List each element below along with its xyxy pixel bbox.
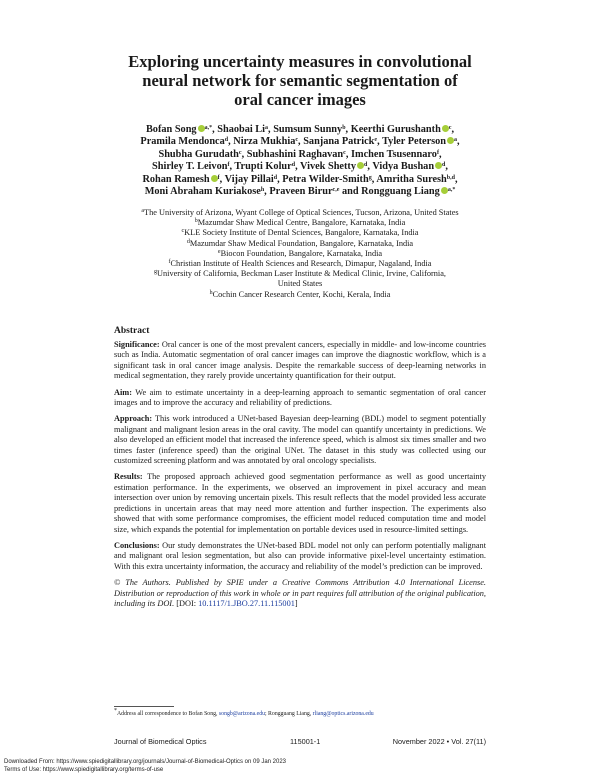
author-affiliation-mark: d: [291, 162, 296, 169]
copyright-text: © The Authors. Published by SPIE under a Creative Commons Attribution 4.0 International License. Distribution or reproduction of this work in whole or in part requires full attribution of the original publication, including its DOI.: [114, 578, 486, 608]
aim-label: Aim:: [114, 387, 132, 397]
email-link-liang[interactable]: rliang@optics.arizona.edu: [312, 711, 374, 717]
author-affiliation-mark: a: [265, 125, 269, 131]
author: [361, 186, 455, 197]
journal-name: Journal of Biomedical Optics: [114, 737, 207, 746]
author-name: Amritha Suresh: [376, 173, 447, 185]
abstract-heading: Abstract: [114, 326, 150, 336]
author: [146, 124, 212, 135]
affiliation-text: Cochin Cancer Research Center, Kochi, Kerala, India: [212, 289, 391, 299]
aim-text: We aim to estimate uncertainty in a deep-learning approach to semantic segmentation of oral cancer images and to improve the accuracy and reliability of predictions.: [114, 387, 486, 408]
author-line: Pramila Mendonca$^d$, Nirza Mukhia$^c$, Sanjana Patrick$^e$, Tyler Peterson $^a$,: [140, 136, 460, 148]
author-affiliation-mark: c: [448, 125, 452, 131]
author: [303, 136, 377, 147]
author: [225, 174, 277, 185]
doi-suffix: ]: [294, 598, 298, 608]
author: [217, 124, 268, 135]
affiliation-text: University of California, Beckman Laser Institute & Medical Clinic, Irvine, California,: [157, 269, 446, 279]
download-line: Downloaded From: https://www.spiedigitallibrary.org/journals/Journal-of-Biomedical-Optics on 09 Jan 2023: [4, 759, 287, 765]
title-line: oral cancer images: [234, 90, 366, 109]
orcid-icon[interactable]: [435, 162, 442, 169]
author-name: Sumsum Sunny: [273, 124, 343, 135]
author-name: Pramila Mendonca: [140, 136, 225, 148]
author-name: Shirley T. Leivon: [152, 161, 228, 173]
affiliation-text: United States: [277, 279, 323, 289]
affiliation-text: The University of Arizona, Wyant College of Optical Sciences, Tucson, Arizona, United States: [144, 208, 459, 217]
author-name: Trupti Kolur: [234, 161, 292, 173]
affiliation-line: [80, 269, 520, 279]
abstract-results: [114, 472, 486, 534]
author-affiliation-mark: c: [238, 149, 242, 156]
author-affiliation-mark: f: [227, 162, 230, 169]
author-name: Imchen Tsusennaro: [351, 148, 437, 160]
author-name: Vidya Bushan: [372, 161, 435, 173]
author-name: Sanjana Patrick: [303, 136, 375, 148]
page-number: 115001-1: [290, 737, 321, 746]
author-affiliation-mark: g: [368, 174, 372, 181]
abstract-approach: [114, 414, 486, 466]
affiliation-line: [80, 228, 520, 238]
affiliation-text: KLE Society Institute of Dental Sciences, Bangalore, Karnataka, India: [184, 228, 419, 238]
author: [300, 161, 367, 172]
affiliation-line: [80, 259, 520, 269]
abstract-significance: [114, 340, 486, 382]
affiliation-mark: f: [168, 259, 171, 266]
author-affiliation-mark: c: [343, 149, 346, 156]
terms-line: Terms of Use: https://www.spiedigitallibrary.org/terms-of-use: [4, 767, 164, 773]
correspondence-footnote: [114, 708, 374, 717]
affiliation-line: [80, 218, 520, 228]
affiliation-mark: b: [194, 218, 198, 225]
footnote-divider: [114, 706, 174, 707]
approach-text: This work introduced a UNet-based Bayesian deep-learning (BDL) model to segment potentially malignant and malignant lesion areas in the oral cavity. The model can quantify uncertainty in predictions. We also developed an efficient model that increased the inference speed, which is almost six times smaller and two times faster (inference speed) than the original UNet. The dataset in this study was collected using our customized screening platform and was annotated by oral oncology specialists.: [114, 414, 486, 466]
author-affiliation-mark: d: [442, 162, 446, 169]
author: [142, 174, 219, 185]
title-line: neural network for semantic segmentation of: [142, 71, 458, 90]
author: [351, 124, 452, 135]
author-name: Shubha Gurudath: [158, 148, 239, 160]
author: [152, 161, 229, 172]
conclusions-label: Conclusions:: [114, 540, 160, 550]
affiliation-line: [80, 279, 520, 289]
results-text: The proposed approach achieved good segmentation performance as well as good uncertainty estimation performance. In the experiments, we observed an improvement in pixel accuracy and mean intersection over union by removing uncertain pixels. This result reflects that the model provided less accurate predictions in uncertain areas that may need more attention and further inspection. The experiments also showed that with some performance compromises, the efficient model reduced computation time and model size, which expands the potential for implementation on portable devices used in resource-limited settings.: [114, 472, 486, 534]
author: [140, 136, 228, 147]
abstract-body: [114, 340, 486, 615]
abstract-conclusions: [114, 541, 486, 572]
affiliation-text: Mazumdar Shaw Medical Foundation, Bangalore, Karnataka, India: [189, 238, 414, 248]
author: [382, 136, 457, 147]
author-affiliation-mark: c: [295, 137, 299, 144]
issue-info: November 2022 • Vol. 27(11): [392, 737, 486, 746]
orcid-icon[interactable]: [211, 175, 218, 182]
author-name: Shaobai Li: [217, 124, 266, 135]
author-name: Petra Wilder-Smith: [282, 173, 369, 185]
orcid-icon[interactable]: [198, 125, 205, 132]
author-affiliation-mark: f: [436, 149, 439, 156]
author: [145, 186, 264, 197]
author-name: Rongguang Liang: [361, 186, 440, 198]
author-name: Rohan Ramesh: [142, 173, 210, 185]
author-line: Bofan Song $^{a,*}$, Shaobai Li$^a$, Sumsum Sunny$^b$, Keerthi Gurushanth $^c$,: [145, 124, 455, 135]
email-link-song[interactable]: songb@arizona.edu: [218, 711, 265, 717]
author-affiliation-mark: d: [364, 162, 368, 169]
author-name: Bofan Song: [145, 124, 197, 135]
author-name: Vivek Shetty: [300, 161, 357, 173]
affiliation-mark: h: [209, 289, 213, 296]
author-name: Keerthi Gurushanth: [350, 124, 441, 135]
author-line: Rohan Ramesh $^f$, Vijay Pillai$^d$, Petra Wilder-Smith$^g$, Amritha Suresh$^{b,d}$,: [142, 173, 458, 185]
author: [282, 174, 371, 185]
author-name: Tyler Peterson: [382, 136, 447, 148]
affiliation-mark: c: [181, 228, 185, 235]
affiliation-mark: d: [186, 238, 190, 245]
author-affiliation-mark: d: [224, 137, 229, 144]
author-affiliation-mark: b,d: [446, 174, 455, 181]
author-list: [60, 124, 540, 198]
affiliation-line: [80, 239, 520, 249]
author: [269, 186, 339, 197]
abstract-aim: [114, 388, 486, 409]
author: [234, 161, 295, 172]
author-affiliation-mark: a,*: [204, 125, 213, 131]
results-label: Results:: [114, 472, 143, 482]
orcid-icon[interactable]: [442, 125, 449, 132]
footnote-mark: *: [114, 708, 117, 714]
download-notice: [4, 758, 286, 774]
affiliation-text: Biocon Foundation, Bangalore, Karnataka, India: [220, 248, 383, 258]
author-affiliation-mark: e: [374, 137, 378, 144]
author-line: Moni Abraham Kuriakose$^h$, Praveen Birur$^{c,e}$ and Rongguang Liang $^{a,*}$: [144, 186, 456, 198]
orcid-icon[interactable]: [447, 137, 454, 144]
affiliation-text: Mazumdar Shaw Medical Centre, Bangalore, Karnataka, India: [197, 218, 406, 228]
author-affiliation-mark: a: [454, 137, 458, 144]
conclusions-text: Our study demonstrates the UNet-based BDL model not only can perform potentially malignant and malignant oral lesion segmentation, but also can provide informative pixel-level uncertainty estimation. With this extra uncertainty information, the accuracy and reliability of the model’s prediction can be improved.: [114, 540, 486, 571]
footnote-prefix: Address all correspondence to Bofan Song,: [117, 711, 218, 717]
author-affiliation-mark: c,e: [332, 187, 340, 194]
significance-text: Oral cancer is one of the most prevalent cancers, especially in middle- and low-income countries such as India. Automatic segmentation of oral cancer images can improve the diagnostic workflow, which is a significant task in oral cancer image analysis. Despite the remarkable success of deep-learning networks in medical segmentation, they rarely provide uncertainty quantification for their output.: [114, 340, 487, 381]
author-affiliation-mark: a,*: [447, 187, 456, 194]
paper-title: [60, 52, 540, 109]
title-line: Exploring uncertainty measures in convolutional: [128, 52, 472, 71]
author-line: Shirley T. Leivon$^f$, Trupti Kolur$^d$, Vivek Shetty $^d$, Vidya Bushan $^d$,: [152, 161, 448, 173]
doi-link[interactable]: 10.1117/1.JBO.27.11.115001: [198, 598, 295, 608]
doi-prefix: [DOI:: [176, 598, 197, 608]
footnote-middle: ; Rongguang Liang,: [265, 711, 312, 717]
author: [273, 124, 345, 135]
affiliation-line: [80, 208, 520, 218]
author-affiliation-mark: h: [260, 187, 265, 194]
author-name: Vijay Pillai: [224, 173, 274, 185]
author: [247, 149, 346, 160]
author-affiliation-mark: f: [217, 174, 220, 181]
author-line: Shubha Gurudath$^c$, Subhashini Raghavan$^c$, Imchen Tsusennaro$^f$,: [158, 148, 442, 160]
affiliation-list: [80, 208, 520, 300]
orcid-icon[interactable]: [357, 162, 364, 169]
affiliation-mark: e: [217, 248, 221, 255]
author: [351, 149, 439, 160]
author: [372, 161, 445, 172]
author: [376, 174, 455, 185]
orcid-icon[interactable]: [441, 187, 448, 194]
author-name: Subhashini Raghavan: [246, 148, 344, 160]
copyright-notice: [114, 578, 486, 609]
affiliation-line: [80, 249, 520, 259]
running-footer: [114, 737, 486, 748]
author-name: Praveen Birur: [269, 186, 333, 198]
author-affiliation-mark: d: [273, 174, 278, 181]
author-name: Moni Abraham Kuriakose: [144, 186, 261, 198]
affiliation-mark: g: [154, 269, 158, 276]
author: [233, 136, 298, 147]
author-conjunction: and: [341, 186, 359, 198]
affiliation-text: Christian Institute of Health Sciences and Research, Dimapur, Nagaland, India: [170, 259, 432, 269]
affiliation-mark: a: [141, 208, 145, 214]
affiliation-line: [80, 290, 520, 300]
author-affiliation-mark: b: [342, 125, 346, 131]
significance-label: Significance:: [114, 340, 160, 349]
author: [158, 149, 241, 160]
approach-label: Approach:: [114, 414, 153, 424]
author-name: Nirza Mukhia: [233, 136, 296, 148]
